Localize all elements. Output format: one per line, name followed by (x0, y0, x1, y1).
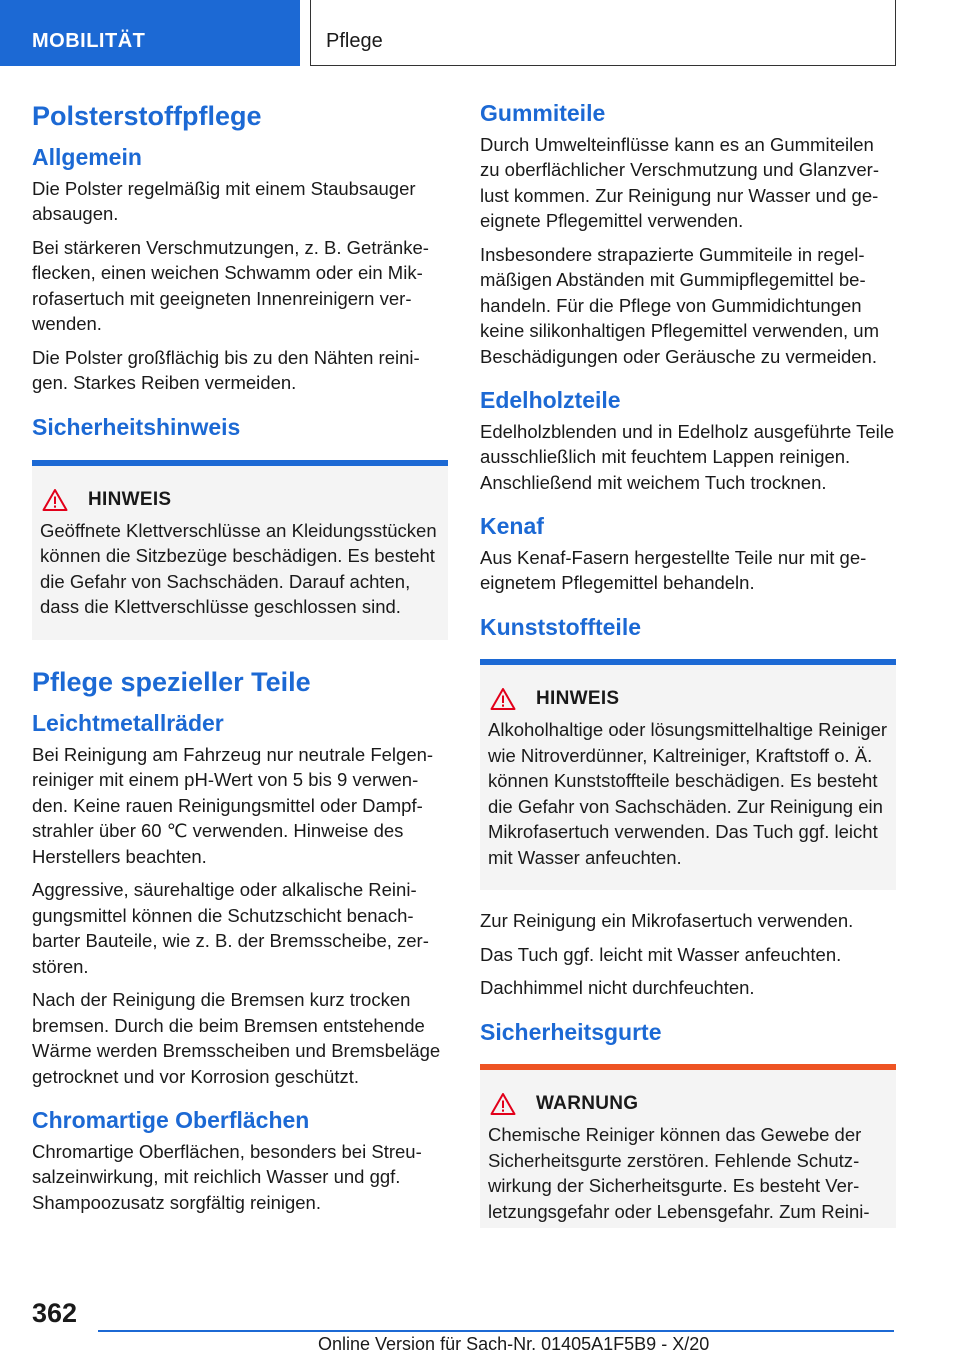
heading-safety: Sicherheitshinweis (32, 413, 241, 440)
right-column (480, 100, 896, 1246)
heading-general: Allgemein (32, 144, 142, 171)
warning-triangle-icon (490, 687, 516, 711)
notice-header (40, 488, 440, 512)
footer-divider (98, 1330, 894, 1332)
paragraph: Bei Reinigung am Fahrzeug nur neutrale Felgenreiniger mit einem pH-Wert von 5 bis 9 verwenden. Keine rauen Reinigungsmittel oder Dampfstrahler über 60 ℃ verwenden. Hinweise des Herstellers beachten. (32, 743, 434, 867)
paragraph: Bei stärkeren Verschmutzungen, z. B. Getränkeflecken, einen weichen Schwamm oder ein Mikrofasertuch mit geeigneten Innenreinigern verwenden. (32, 236, 429, 335)
notice-text: Geöffnete Klettverschlüsse an Kleidungsstücken können die Sitzbezüge beschädigen. Es besteht die Gefahr von Sachschäden. Darauf achten, dass die Klettverschlüsse geschlossen sind. (40, 519, 437, 618)
paragraph: Aus Kenaf-Fasern hergestellte Teile nur mit geeignetem Pflegemittel behandeln. (480, 546, 867, 594)
notice-label: HINWEIS (536, 688, 620, 710)
notice-text: Alkoholhaltige oder lösungsmittelhaltige Reiniger wie Nitroverdünner, Kaltreiniger, Kraftstoff o. Ä. können Kunststoffteile beschädigen. Es besteht die Gefahr von Sachschäden. Zur Reinigung ein Mikrofasertuch verwenden. Das Tuch ggf. leicht mit Wasser anfeuchten. (488, 719, 888, 868)
heading-seat-belts: Sicherheitsgurte (480, 1018, 662, 1045)
section-tab (0, 0, 300, 66)
heading-alloy-wheels: Leichtmetallräder (32, 709, 224, 736)
heading-plastic-parts: Kunststoffteile (480, 613, 641, 640)
paragraph: Dachhimmel nicht durchfeuchten. (480, 977, 755, 999)
heading-kenaf: Kenaf (480, 513, 544, 540)
paragraph: Zur Reinigung ein Mikrofasertuch verwenden. (480, 910, 854, 932)
paragraph: Nach der Reinigung die Bremsen kurz trocken bremsen. Durch die beim Bremsen entstehende Wärme werden Bremsscheiben und Bremsbeläge getrocknet und vor Korrosion geschützt. (32, 989, 441, 1087)
left-column (32, 100, 448, 1223)
paragraph: Das Tuch ggf. leicht mit Wasser anfeuchten. (480, 943, 842, 965)
notice-header (488, 687, 888, 711)
section-label: MOBILITÄT (32, 30, 146, 52)
heading-wood-parts: Edelholzteile (480, 387, 621, 414)
paragraph: Die Polster regelmäßig mit einem Staubsauger absaugen. (32, 177, 416, 225)
paragraph: Insbesondere strapazierte Gummiteile in regelmäßigen Abständen mit Gummipflegemittel behandeln. Für die Pflege von Gummidichtungen keine silikonhaltigen Pflegemittel verwenden, um Beschädigungen oder Geräusche zu vermeiden. (480, 243, 879, 367)
paragraph: Aggressive, säurehaltige oder alkalische Reinigungsmittel können die Schutzschicht benachbarter Bauteile, wie z. B. der Bremsscheibe, zerstören. (32, 879, 429, 977)
heading-rubber-parts: Gummiteile (480, 100, 606, 126)
notice-box (32, 460, 448, 640)
footer-version: Online Version für Sach-Nr. 01405A1F5B9 - X/20 (318, 1334, 710, 1354)
topic-label: Pflege (326, 30, 383, 52)
paragraph: Edelholzblenden und in Edelholz ausgeführte Teile ausschließlich mit feuchtem Lappen reinigen. Anschließend mit weichem Tuch trocknen. (480, 420, 895, 493)
section-title-special-parts: Pflege spezieller Teile (32, 666, 311, 697)
paragraph: Die Polster großflächig bis zu den Nähten reinigen. Starkes Reiben vermeiden. (32, 346, 420, 394)
heading-chrome-surfaces: Chromartige Oberflächen (32, 1107, 310, 1134)
warning-triangle-icon (42, 488, 68, 512)
paragraph: Durch Umwelteinflüsse kann es an Gummiteilen zu oberflächlicher Verschmutzung und Glanzverlust kommen. Zur Reinigung nur Wasser und geeignete Pflegemittel verwenden. (480, 133, 879, 232)
topic-tab (310, 0, 896, 66)
page-header (0, 0, 960, 66)
notice-label: HINWEIS (88, 488, 172, 510)
warning-text: Chemische Reiniger können das Gewebe der Sicherheitsgurte zerstören. Fehlende Schutzwirkung der Sicherheitsgurte. Es besteht Verletzungsgefahr oder Lebensgefahr. Zum Reini- (488, 1124, 870, 1222)
warning-header (488, 1092, 888, 1116)
warning-label: WARNUNG (536, 1093, 639, 1115)
section-title-upholstery: Polsterstoffpflege (32, 101, 262, 131)
warning-triangle-icon (490, 1092, 516, 1116)
notice-box (480, 659, 896, 890)
paragraph: Chromartige Oberflächen, besonders bei Streusalzeinwirkung, mit reichlich Wasser und ggf. Shampoozusatz sorgfältig reinigen. (32, 1140, 422, 1213)
warning-box (480, 1064, 896, 1228)
page-number: 362 (32, 1298, 78, 1328)
